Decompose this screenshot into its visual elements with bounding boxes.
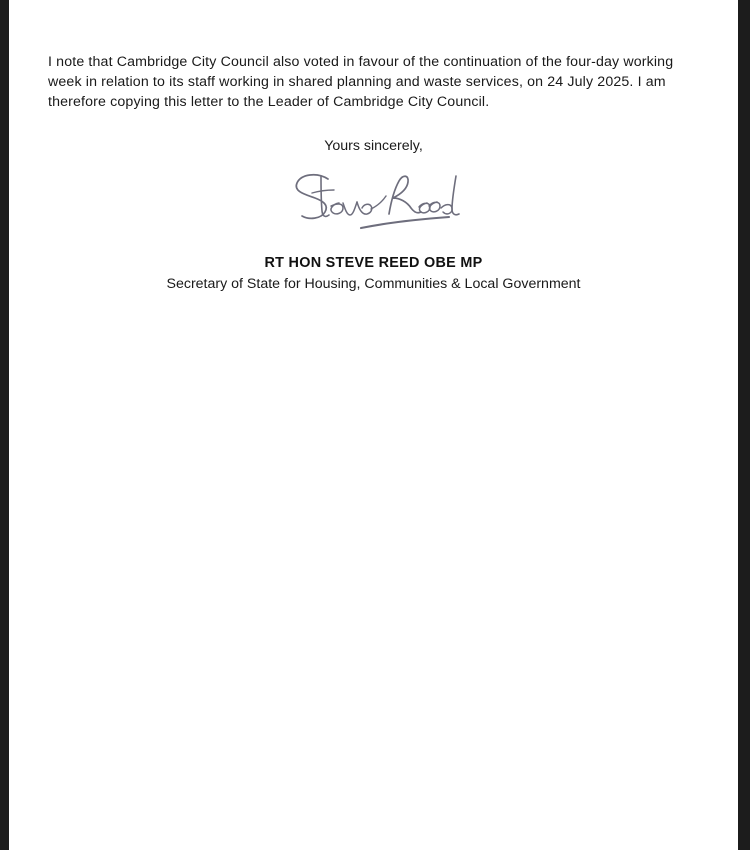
left-edge-band	[0, 0, 9, 850]
right-edge-band	[738, 0, 750, 850]
body-paragraph: I note that Cambridge City Council also voted in favour of the continuation of the four-day working week in relation to its staff working in shared planning and waste services, on 24 July 2025. I am therefore copying this letter to the Leader of Cambridge City Council.	[48, 54, 674, 111]
closing-salutation: Yours sincerely,	[324, 138, 423, 154]
handwritten-signature-icon	[281, 162, 481, 242]
signatory-title: Secretary of State for Housing, Communities & Local Government	[166, 276, 581, 292]
signature-block	[9, 162, 738, 242]
letter-body	[48, 52, 704, 113]
signoff-block	[9, 254, 738, 294]
closing-line	[9, 136, 738, 156]
signatory-name: RT HON STEVE REED OBE MP	[264, 255, 483, 271]
letter-page	[9, 0, 738, 850]
